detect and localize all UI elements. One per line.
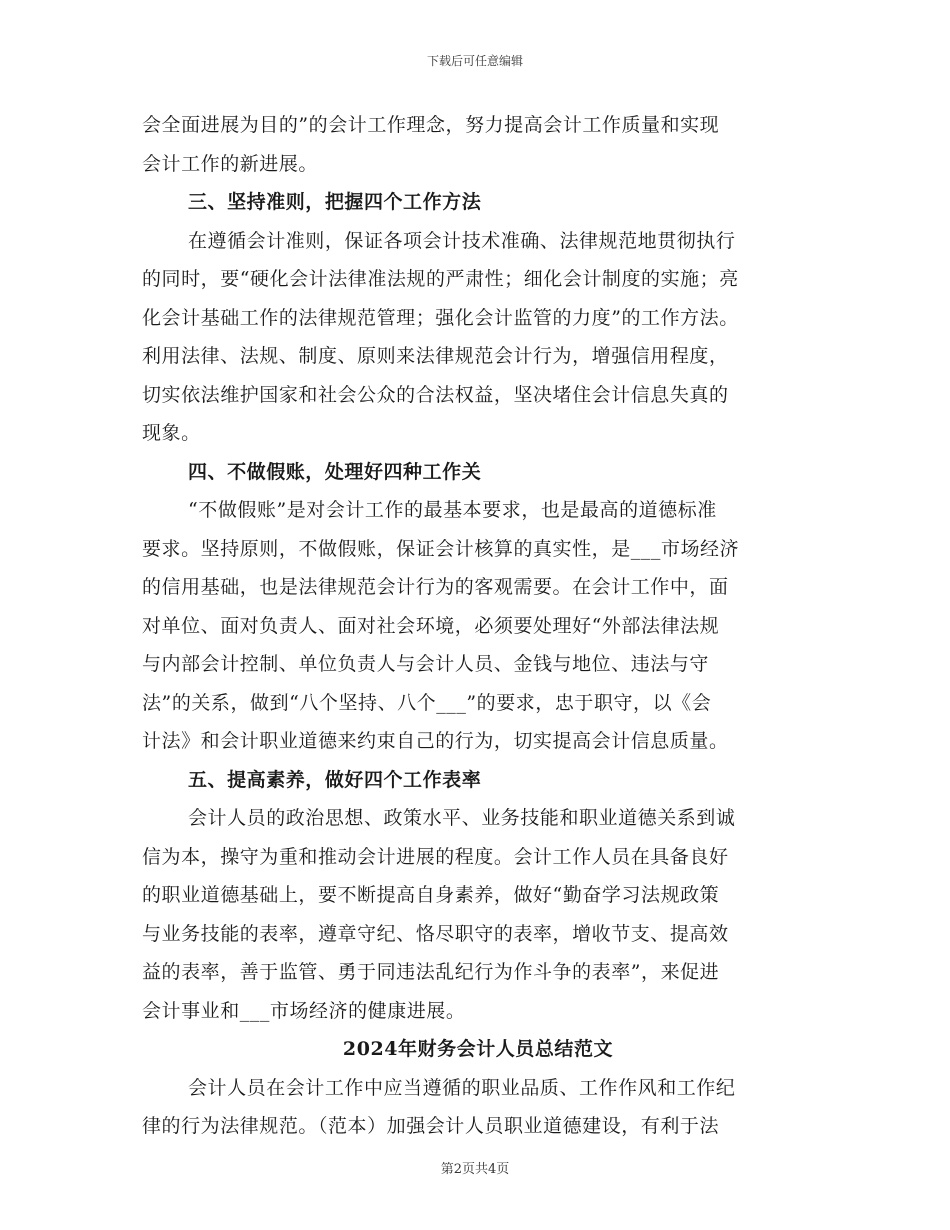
- body-line: 的信用基础，也是法律规范会计行为的客观需要。在会计工作中，面: [142, 576, 729, 598]
- body-line: 利用法律、法规、制度、原则来法律规范会计行为，增强信用程度，: [142, 345, 729, 367]
- document-title: 2024年财务会计人员总结范文: [342, 1038, 614, 1060]
- paragraph-start: 在遵循会计准则，保证各项会计技术准确、法律规范地贯彻执行: [188, 229, 736, 252]
- page-header: 下载后可任意编辑: [426, 54, 523, 68]
- body-line: 会全面进展为目的”的会计工作理念，努力提高会计工作质量和实现: [142, 114, 720, 136]
- body-line: 与业务技能的表率，遵章守纪、恪尽职守的表率，增收节支、提高效: [142, 922, 729, 945]
- paragraph-start: “不做假账”是对会计工作的最基本要求，也是最高的道德标准: [188, 499, 717, 521]
- body-line: 计法》和会计职业道德来约束自己的行为，切实提高会计信息质量。: [142, 730, 729, 752]
- section-heading-5: 五、提高素养，做好四个工作表率: [188, 768, 482, 791]
- body-line: 切实依法维护国家和社会公众的合法权益，坚决堵住会计信息失真的: [142, 383, 729, 406]
- body-line: 会计事业和___市场经济的健康进展。: [142, 999, 466, 1022]
- body-line: 会计工作的新进展。: [142, 152, 318, 175]
- body-line: 的同时，要“硬化会计法律准法规的严肃性；细化会计制度的实施；亮: [142, 268, 739, 290]
- body-line: 现象。: [142, 422, 201, 444]
- body-line: 法”的关系，做到“八个坚持、八个___”的要求，忠于职守，以《会: [142, 691, 712, 714]
- page-footer: 第2页共4页: [440, 1162, 510, 1177]
- body-line: 化会计基础工作的法律规范管理；强化会计监管的力度”的工作方法。: [142, 306, 739, 329]
- body-line: 要求。坚持原则，不做假账，保证会计核算的真实性，是___市场经济: [142, 537, 740, 560]
- body-line: 对单位、面对负责人、面对社会环境，必须要处理好“外部法律法规: [142, 614, 720, 637]
- section-heading-3: 三、坚持准则，把握四个工作方法: [188, 191, 482, 213]
- document-body: [142, 106, 814, 1146]
- body-line: 律的行为法律规范。（范本）加强会计人员职业道德建设，有利于法: [142, 1115, 720, 1137]
- body-line: 益的表率，善于监管、勇于同违法乱纪行为作斗争的表率”，来促进: [142, 961, 720, 983]
- section-heading-4: 四、不做假账，处理好四种工作关: [188, 460, 482, 483]
- body-line: 信为本，操守为重和推动会计进展的程度。会计工作人员在具备良好: [142, 845, 729, 868]
- paragraph-start: 会计人员的政治思想、政策水平、业务技能和职业道德关系到诚: [188, 807, 736, 829]
- body-line: 与内部会计控制、单位负责人与会计人员、金钱与地位、违法与守: [142, 653, 709, 675]
- body-line: 的职业道德基础上，要不断提高自身素养，做好“勤奋学习法规政策: [142, 884, 720, 906]
- paragraph-start: 会计人员在会计工作中应当遵循的职业品质、工作作风和工作纪: [188, 1076, 736, 1099]
